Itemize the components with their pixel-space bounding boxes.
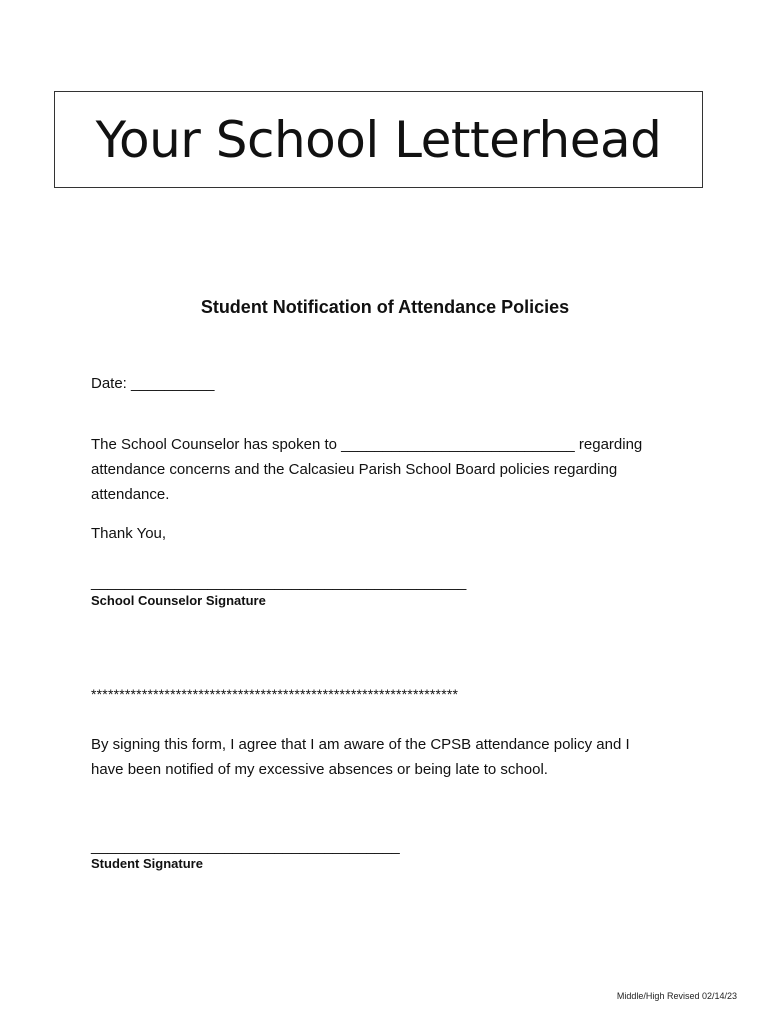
paragraph-line-1: The School Counselor has spoken to ____________________________ regarding [91, 436, 643, 453]
letterhead-box [54, 91, 703, 188]
asterisk-separator: ***************************************************************** [91, 686, 459, 702]
counselor-signature-label: School Counselor Signature [91, 593, 266, 608]
agreement-line-1: By signing this form, I agree that I am aware of the CPSB attendance policy and I [91, 736, 630, 753]
revision-footer: Middle/High Revised 02/14/23 [616, 991, 737, 1001]
counselor-paragraph [91, 432, 642, 507]
student-signature-line: _____________________________________ [91, 838, 400, 855]
closing-text: Thank You, [91, 525, 167, 542]
paragraph-line-3: attendance. [91, 486, 170, 503]
date-line: Date: __________ [91, 375, 215, 392]
agreement-paragraph [91, 732, 630, 782]
student-signature-label: Student Signature [91, 856, 203, 871]
document-title: Student Notification of Attendance Policies [200, 297, 570, 317]
paragraph-line-2: attendance concerns and the Calcasieu Parish School Board policies regarding [91, 461, 618, 478]
letterhead-text: Your School Letterhead [95, 110, 662, 169]
counselor-signature-line: _____________________________________________ [91, 574, 467, 591]
agreement-line-2: have been notified of my excessive absences or being late to school. [91, 761, 548, 778]
